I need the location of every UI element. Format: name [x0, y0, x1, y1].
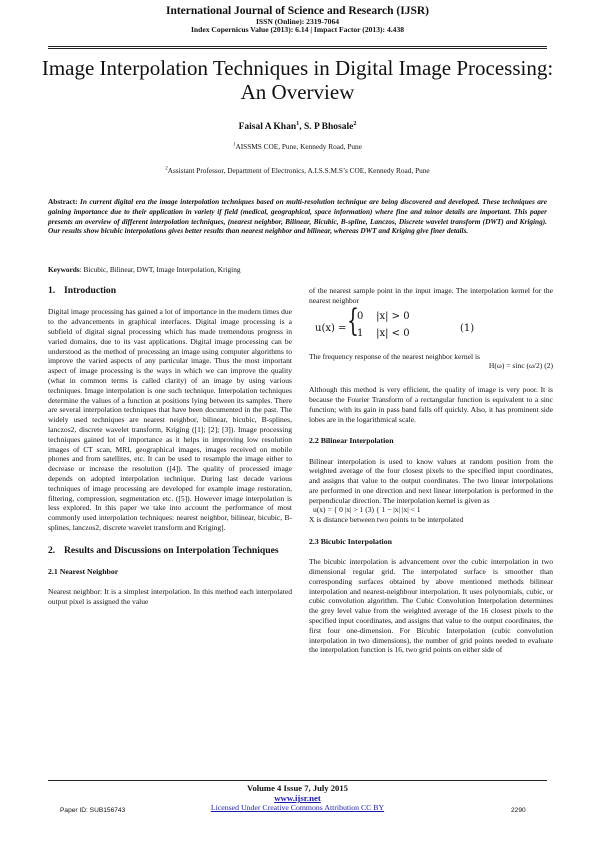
footer-url-link[interactable]: www.ijsr.net [274, 793, 321, 803]
keywords-text: : Bicubic, Bilinear, DWT, Image Interpolation, Kriging [79, 265, 241, 274]
header-rule [48, 46, 547, 47]
keywords [48, 265, 547, 274]
bilinear-equation-note: X is distance between two points to be interpolated [309, 515, 464, 525]
right-column [309, 286, 553, 659]
frequency-response-text: The frequency response of the nearest neighbor kernel is [309, 351, 480, 361]
subsection-heading-bicubic: 2.3 Bicubic Interpolation [309, 537, 392, 547]
affiliation [0, 166, 595, 175]
header-rule-double [48, 48, 547, 49]
affiliation-text: Assistant Professor, Department of Electronics, A.I.S.S.M.S’s COE, Kennedy Road, Pune [167, 166, 430, 175]
equation-lhs: u(x) = [315, 322, 347, 334]
journal-name: International Journal of Science and Research (IJSR) [165, 5, 429, 17]
footer-license-link[interactable]: Licensed Under Creative Commons Attribution CC BY [210, 803, 385, 812]
paper-id: Paper ID: SUB156743 [60, 807, 126, 814]
intro-paragraph: Digital image processing has gained a lot of importance in the modern times due to the advancements in graphical interfaces. Digital image processing is a subfield of digital signal processing which has made tremendous progress in varied domains, due to its vast applications. Digital image processing can be understood as the method of processing an image using computer algorithms to improve the varied aspects of any particular image. Thus the most important aspect of image processing is the ways in which we can improve the quality (what in common terms is called clarity) of an image by using various techniques. Image interpolation is one such technique. Interpolation techniques determine the values of a function at positions lying between its samples. There are several interpolation techniques that have been documented in the past. The widely used techniques are nearest neighbor, bilinear, bicubic, B-splines, lanczos2, discrete wavelet transform, Kriging ([1]; [2]; [3]). Image processing techniques gained lot of importance as it helps in improving low resolution images of CT scan, MRI, geographical images, images received on mobile phones and from satellites, etc. It can be used to resample the image either to decrease or increase the resolution ([4]). The quality of processed image depends on adopted interpolation technique. During last decade various techniques of image processing are developed for example image restoration, filtering, compression, segmentation etc. ([5]). However image interpolation is less explored. In this paper we take into account the performance of most commonly used interpolation techniques: nearest neighbor, bilinear, bicubic, B-splines, lanczos2, discrete wavelet transform and Kriging]. [48, 307, 292, 532]
equation-condition: |x| > 0 [376, 310, 410, 322]
section-title: Introduction [64, 285, 117, 296]
bilinear-paragraph: Bilinear interpolation is used to know values at random position from the weighted average of the four closest pixels to the specified input coordinates, and assigns that value to the output coordinates. The two linear interpolations are performed in one direction and next linear interpolation is performed in the perpendicular direction. The interpolation kernel is given as [309, 456, 553, 505]
section-heading-results [48, 545, 292, 557]
frequency-response-equation: H(ω) = sinc (ω/2) (2) [488, 361, 553, 371]
equation-value: 1 [357, 327, 364, 339]
abstract [48, 197, 547, 236]
equation-number: (1) [460, 322, 475, 334]
nearest-paragraph-cont: of the nearest sample point in the input image. The interpolation kernel for the nearest neighbor [309, 286, 553, 305]
author-sup: 2 [353, 120, 357, 127]
section-title: Results and Discussions on Interpolation Techniques [64, 544, 279, 556]
equation-condition: |x| < 0 [376, 327, 410, 339]
journal-index: Index Copernicus Value (2013): 6.14 | Impact Factor (2013): 4.438 [190, 25, 405, 35]
equation-row [357, 327, 410, 340]
abstract-text: In current digital era the image interpolation techniques based on multi-resolution technique are being discovered and developed. These techniques are gaining importance due to their application in variety if field (medical, geographical, space information) where fine and minor details are important. This paper presents an overview of different interpolation techniques, (nearest neighbor, Bilinear, Bicubic, B-spline, Lanczos, Discrete wavelet transform (DWT) and Kriging). Our results show bicubic interpolations gives better results than nearest neighbor and bilinear, whereas DWT and Kriging give finer details. [48, 197, 548, 236]
equation-brace: { [346, 302, 359, 339]
section-number: 1. [48, 285, 56, 296]
bilinear-equation: u(x) = { 0 |x| > 1 (3) { 1 − |x| |x| < 1 [313, 505, 421, 515]
nearest-paragraph-start: Nearest neighbor: It is a simplest interpolation. In this method each interpolated output pixel is assigned the value [48, 587, 292, 607]
nearest-paragraph-after: Although this method is very efficient, the quality of image is very poor. It is because the Fourier Transform of a rectangular function is equivalent to a sinc function; with its gain in pass band falls off quickly. Also, it has prominent side lobes are in the logarithmical scale. [309, 385, 553, 424]
affiliation [0, 142, 595, 151]
affiliation-sup: 1 [233, 142, 236, 148]
affiliation-sup: 2 [165, 166, 168, 172]
author-name: S. P Bhosale [303, 122, 354, 132]
subsection-heading-bilinear: 2.2 Bilinear Interpolation [309, 436, 394, 446]
abstract-label: Abstract: [48, 197, 78, 206]
equation-nearest-kernel [315, 302, 553, 344]
paper-title: Image Interpolation Techniques in Digital Image Processing: An Overview [41, 56, 554, 105]
footer-volume: Volume 4 Issue 7, July 2015 [247, 783, 348, 793]
bicubic-paragraph: The bicubic interpolation is advancement over the cubic interpolation in two dimensional regular grid. The interpolated surface is smoother than corresponding surfaces obtained by above mentioned methods bilinear interpolation and nearest-neighbour interpolation. It uses polynomials, cubic, or cubic convolution algorithm. The Cubic Convolution Interpolation determines the grey level value from the weighted average of the 16 closest pixels to the specified input coordinates, and assigns that value to the output coordinates, the first four one-dimension. For Bicubic Interpolation (cubic convolution interpolation in two dimensions), the number of grid points needed to evaluate the interpolation function is 16, two grid points on either side of [309, 557, 553, 655]
page-number: 2290 [511, 807, 526, 814]
equation-row [357, 310, 410, 323]
journal-issn: ISSN (Online): 2319-7064 [255, 16, 340, 26]
author-list: Faisal A Khan$^1$, S. P Bhosale$^2$ [238, 120, 357, 132]
subsection-heading-nearest: 2.1 Nearest Neighbor [48, 567, 119, 577]
author-sup: 1 [296, 120, 300, 127]
footer-rule [48, 780, 547, 781]
journal-header [0, 5, 595, 35]
section-number: 2. [48, 544, 56, 556]
keywords-label: Keywords [48, 265, 80, 274]
section-heading-introduction [48, 285, 292, 297]
equation-value: 0 [357, 310, 364, 322]
author-name: Faisal A Khan [238, 122, 297, 132]
left-column [48, 285, 292, 611]
affiliation-text: AISSMS COE, Pune, Kennedy Road, Pune [235, 142, 362, 151]
